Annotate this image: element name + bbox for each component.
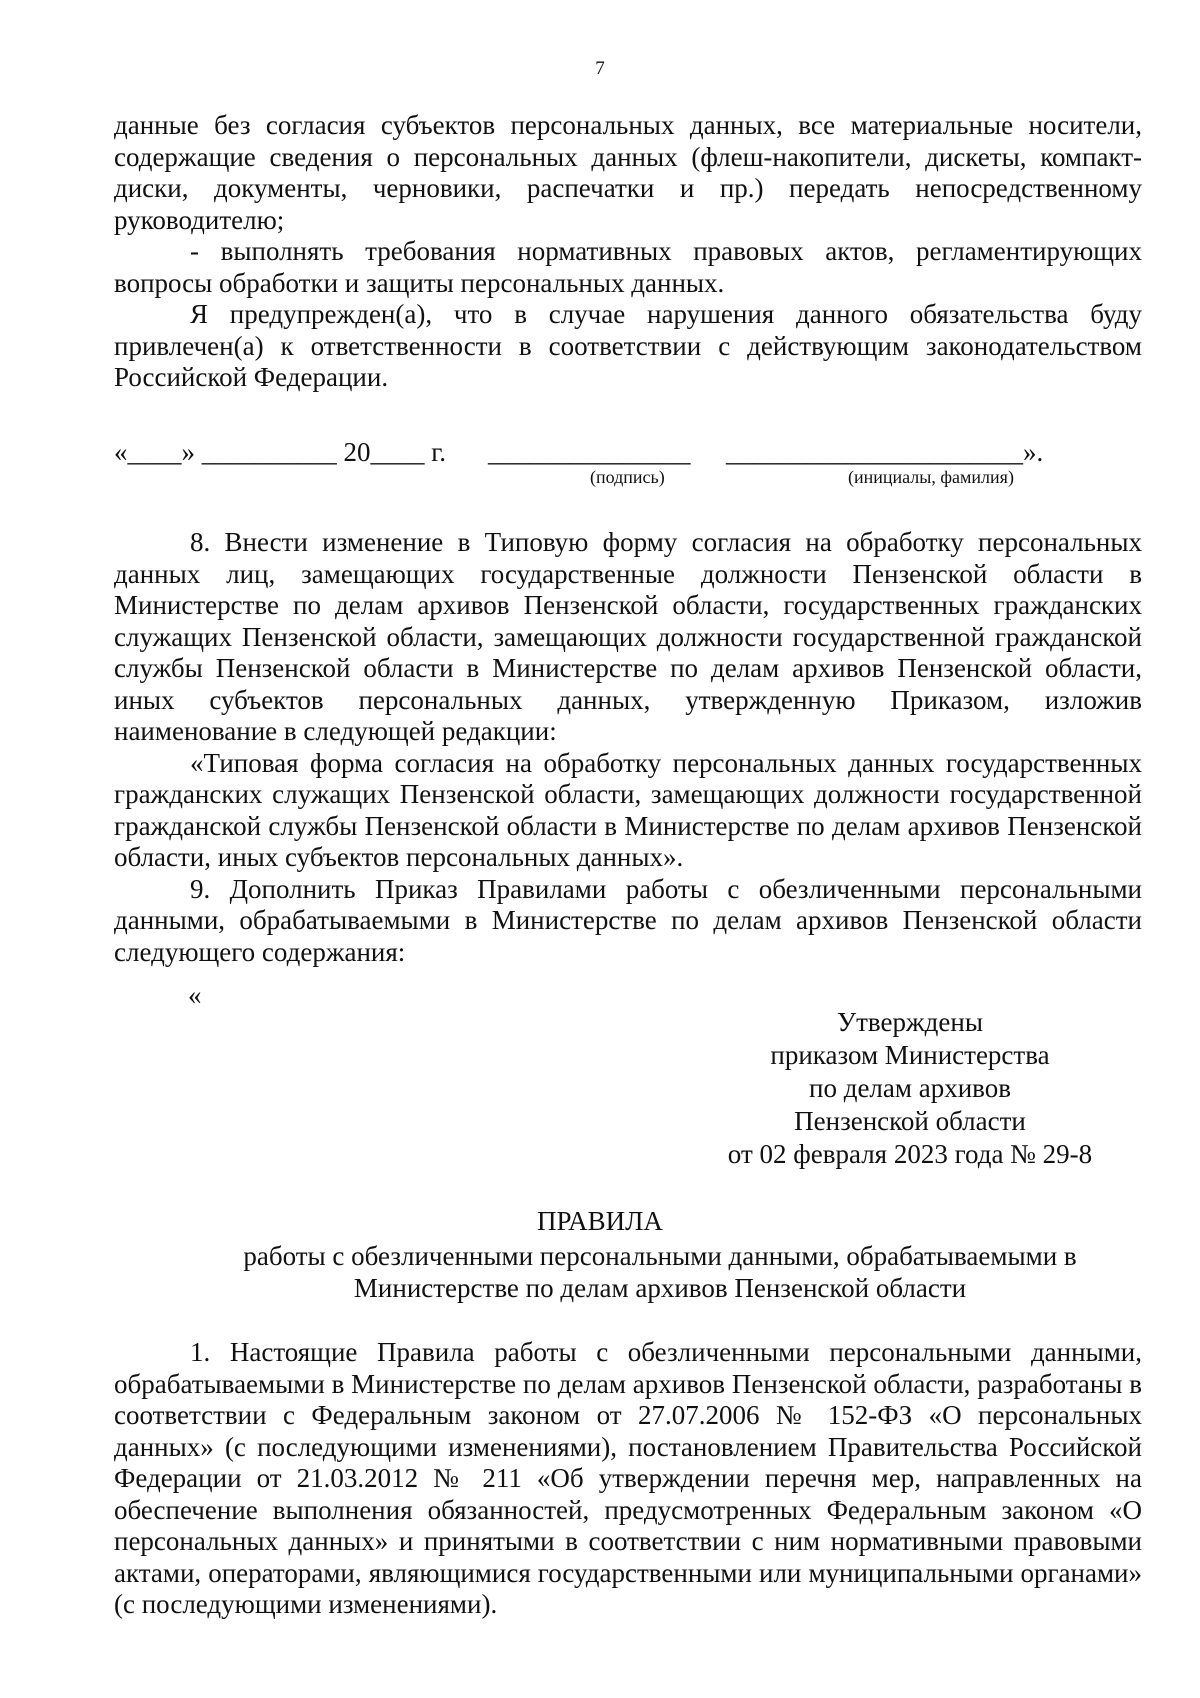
paragraph-item-8-quote: «Типовая форма согласия на обработку персональных данных государственных гражданских служащих Пензенской области, замещающих должности государственной гражданской службы Пензенской области в Министерстве по делам архивов Пензенской области, иных субъектов персональных данных». <box>114 747 1142 872</box>
opening-quote: « <box>188 980 202 1010</box>
amendments-text-block <box>114 527 1142 968</box>
name-caption: (инициалы, фамилия) <box>848 467 1014 487</box>
rules-subtitle: работы с обезличенными персональными данными, обрабатываемыми в Министерстве по делам архивов Пензенской области <box>243 1241 1077 1303</box>
rules-text-block <box>114 1337 1142 1621</box>
date-field: «____» __________ 20____ г. <box>114 437 447 467</box>
approval-line-4: Пензенской области <box>794 1106 1026 1136</box>
approval-line-2: приказом Министерства <box>770 1040 1050 1070</box>
approval-stamp-block <box>700 1006 1120 1171</box>
approval-line-3: по делам архивов <box>809 1073 1011 1103</box>
rules-paragraph-1: 1. Настоящие Правила работы с обезличенными персональными данными, обрабатываемыми в Министерстве по делам архивов Пензенской области, разработаны в соответствии с Федеральным законом от 27.07.2006 № 152-ФЗ «О персональных данных» (с последующими изменениями), постановлением Правительства Российской Федерации от 21.03.2012 № 211 «Об утверждении перечня мер, направленных на обеспечение выполнения обязанностей, предусмотренных Федеральным законом «О персональных данных» и принятыми в соответствии с ним нормативными правовыми актами, операторами, являющимися государственными или муниципальными органами» (с последующими изменениями). <box>114 1337 1142 1619</box>
signature-caption: (подпись) <box>590 467 665 487</box>
paragraph-item-9: 9. Дополнить Приказ Правилами работы с обезличенными персональными данными, обрабатываемыми в Министерстве по делам архивов Пензенской области следующего содержания: <box>114 873 1142 967</box>
rules-title: ПРАВИЛА <box>537 1206 663 1236</box>
page-number: 7 <box>595 58 605 79</box>
approval-line-1: Утверждены <box>837 1007 983 1037</box>
paragraph-requirements: - выполнять требования нормативных правовых актов, регламентирующих вопросы обработки и защиты персональных данных. <box>114 236 1142 298</box>
commitment-text-block <box>114 110 1142 394</box>
approval-line-5: от 02 февраля 2023 года № 29-8 <box>727 1139 1093 1169</box>
signature-field: _______________ <box>488 437 691 467</box>
paragraph-item-8: 8. Внести изменение в Типовую форму согласия на обработку персональных данных лиц, замещающих государственные должности Пензенской области в Министерстве по делам архивов Пензенской области, государственных гражданских служащих Пензенской области, замещающих должности государственной гражданской службы Пензенской области в Министерстве по делам архивов Пензенской области, иных субъектов персональных данных, утвержденную Приказом, изложив наименование в следующей редакции: <box>114 527 1142 746</box>
name-field: ______________________». <box>726 437 1044 467</box>
paragraph-media-transfer: данные без согласия субъектов персональных данных, все материальные носители, содержащие сведения о персональных данных (флеш-накопители, дискеты, компакт-диски, документы, черновики, распечатки и пр.) передать непосредственному руководителю; <box>114 110 1142 235</box>
paragraph-warning: Я предупрежден(а), что в случае нарушения данного обязательства буду привлечен(а) к ответственности в соответствии с действующим законодательством Российской Федерации. <box>114 299 1142 392</box>
